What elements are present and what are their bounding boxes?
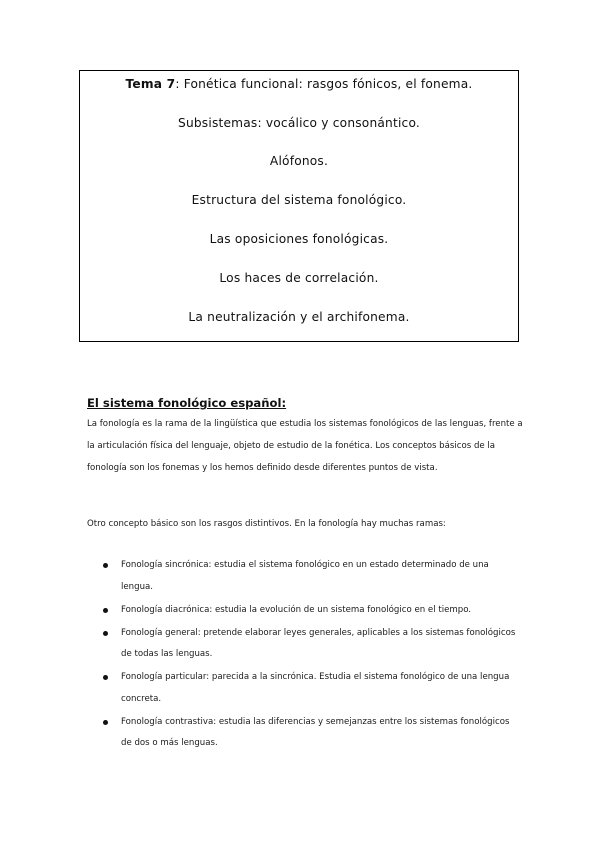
list-item-text: Fonología sincrónica: estudia el sistema fonológico en un estado determinado de una lengua.: [121, 560, 489, 592]
list-item: [87, 555, 517, 598]
topic-title: : Fonética funcional: rasgos fónicos, el fonema.: [175, 77, 473, 91]
list-item-text: Fonología general: pretende elaborar leyes generales, aplicables a los sistemas fonológicos de todas las lenguas.: [121, 627, 516, 660]
bullet-icon: [103, 608, 108, 613]
list-item-text: Fonología contrastiva: estudia las diferencias y semejanzas entre los sistemas fonológicos de dos o más lenguas.: [121, 716, 510, 749]
branches-list: [87, 555, 517, 756]
topic-line-estructura: Estructura del sistema fonológico.: [191, 193, 407, 207]
bullet-icon: [103, 720, 108, 725]
list-item: [87, 600, 517, 622]
topic-line-oposiciones: Las oposiciones fonológicas.: [209, 232, 389, 246]
topic-line-alofonos: Alófonos.: [269, 154, 329, 168]
list-item-text: Fonología diacrónica: estudia la evolución de un sistema fonológico en el tiempo.: [121, 604, 472, 615]
list-item: [87, 712, 517, 755]
topic-summary-box: [79, 70, 519, 342]
bullet-icon: [103, 631, 108, 636]
list-item: [87, 667, 517, 710]
list-item: [87, 623, 517, 666]
branches-intro-paragraph: Otro concepto básico son los rasgos distintivos. En la fonología hay muchas ramas:: [87, 519, 446, 529]
topic-line-neutralizacion: La neutralización y el archifonema.: [188, 310, 410, 324]
intro-paragraph: La fonología es la rama de la lingüística que estudia los sistemas fonológicos de las lenguas, frente a la articulación física del lenguaje, objeto de estudio de la fonética. Los conceptos básicos de la fonología son los fonemas y los hemos definido desde diferentes puntos de vista.: [87, 419, 523, 473]
topic-number: Tema 7: [125, 77, 176, 91]
topic-line-haces: Los haces de correlación.: [219, 271, 379, 285]
topic-heading: [80, 77, 518, 91]
bullet-icon: [103, 675, 108, 680]
bullet-icon: [103, 563, 108, 568]
topic-line-subsistemas: Subsistemas: vocálico y consonántico.: [178, 116, 420, 130]
list-item-text: Fonología particular: parecida a la sincrónica. Estudia el sistema fonológico de una lengua concreta.: [121, 672, 510, 704]
section-title: El sistema fonológico español:: [87, 396, 287, 410]
